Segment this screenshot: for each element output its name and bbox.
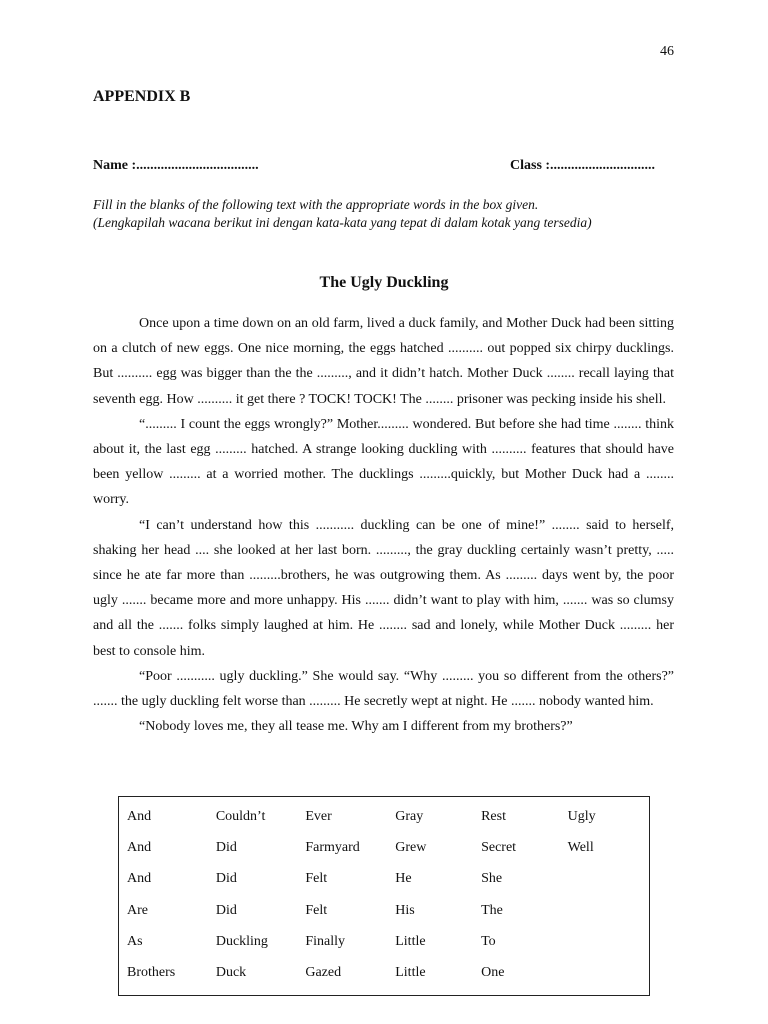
word-cell: As [127,933,143,949]
word-cell: And [127,808,152,824]
class-field-label: Class :.............................. [510,158,656,173]
word-row [123,832,649,863]
word-row [123,957,649,988]
word-cell: Well [567,839,594,855]
word-cell: And [127,871,152,887]
word-cell: One [481,965,505,981]
story-paragraph-3: “I can’t understand how this ........... duckling can be one of mine!” ........ said to herself, shaking her head .... she looked at her last born. ........., the gray duckling certainly wasn’t pretty, ..... since he ate far more than .........brothers, he was outgrowing them. As ......... days went by, the poor ugly ....... became more and more unhappy. His ....... didn’t want to play with him, ....... was so clumsy and all the ....... folks simply laughed at him. He ........ sad and lonely, while Mother Duck ......... her best to console him. [93,517,674,659]
word-cell: Did [215,902,237,918]
story-paragraph-4: “Poor ........... ugly duckling.” She would say. “Why ......... you so different from the others?” ....... the ugly duckling felt worse than ......... He secretly wept at night. He ....... nobody wanted him. [93,668,674,710]
word-cell: His [395,902,415,918]
instructions-english: Fill in the blanks of the following text with the appropriate words in the box given. [93,197,539,212]
word-cell: Rest [481,808,506,824]
page-number: 46 [660,44,674,59]
word-cell: Felt [305,871,328,887]
word-cell: Farmyard [305,839,360,855]
word-cell: Did [215,839,237,855]
word-cell: He [395,871,412,887]
story-text [93,311,674,739]
word-cell: Ugly [567,808,596,824]
word-cell: And [127,839,152,855]
word-cell [564,864,649,895]
word-row [123,801,649,832]
word-cell: Little [395,965,426,981]
word-cell: Duckling [215,933,268,949]
word-cell: Gray [395,808,424,824]
word-cell [564,895,649,926]
appendix-title: APPENDIX B [93,88,191,105]
story-paragraph-5: “Nobody loves me, they all tease me. Why am I different from my brothers?” [139,719,573,735]
word-cell: Are [127,902,148,918]
word-cell: Finally [305,933,345,949]
story-paragraph-2: “......... I count the eggs wrongly?” Mother......... wondered. But before she had time ........ think about it, the last egg ......... hatched. A strange looking duckling with .......... features that should have been yellow ......... at a worried mother. The ducklings .........quickly, but Mother Duck had a ........ worry. [93,416,674,508]
word-row [123,864,649,895]
word-cell: To [481,933,496,949]
word-cell: Did [215,871,237,887]
word-row [123,895,649,926]
name-field-label: Name :................................... [93,158,259,173]
word-row [123,926,649,957]
word-cell [564,926,649,957]
instructions-malay: (Lengkapilah wacana berikut ini dengan kata-kata yang tepat di dalam kotak yang tersedia) [93,215,592,230]
word-cell: Ever [305,808,332,824]
word-table [123,801,649,989]
word-cell: Secret [481,839,517,855]
instructions [93,196,683,232]
word-cell: Grew [395,839,427,855]
story-title: The Ugly Duckling [319,274,449,291]
word-box [118,796,650,996]
word-cell: Brothers [127,965,176,981]
word-cell: She [481,871,503,887]
word-cell: Gazed [305,965,342,981]
story-paragraph-1: Once upon a time down on an old farm, lived a duck family, and Mother Duck had been sitting on a clutch of new eggs. One nice morning, the eggs hatched .......... out popped six chirpy ducklings. But .......... egg was bigger than the the ........., and it didn’t hatch. Mother Duck ........ recall laying that seventh egg. How .......... it get there ? TOCK! TOCK! The ........ prisoner was pecking inside his shell. [93,316,674,407]
word-cell: Felt [305,902,328,918]
word-cell [564,957,649,988]
word-cell: Little [395,933,426,949]
word-cell: The [481,902,503,918]
word-cell: Couldn’t [215,808,266,824]
word-cell: Duck [215,965,247,981]
